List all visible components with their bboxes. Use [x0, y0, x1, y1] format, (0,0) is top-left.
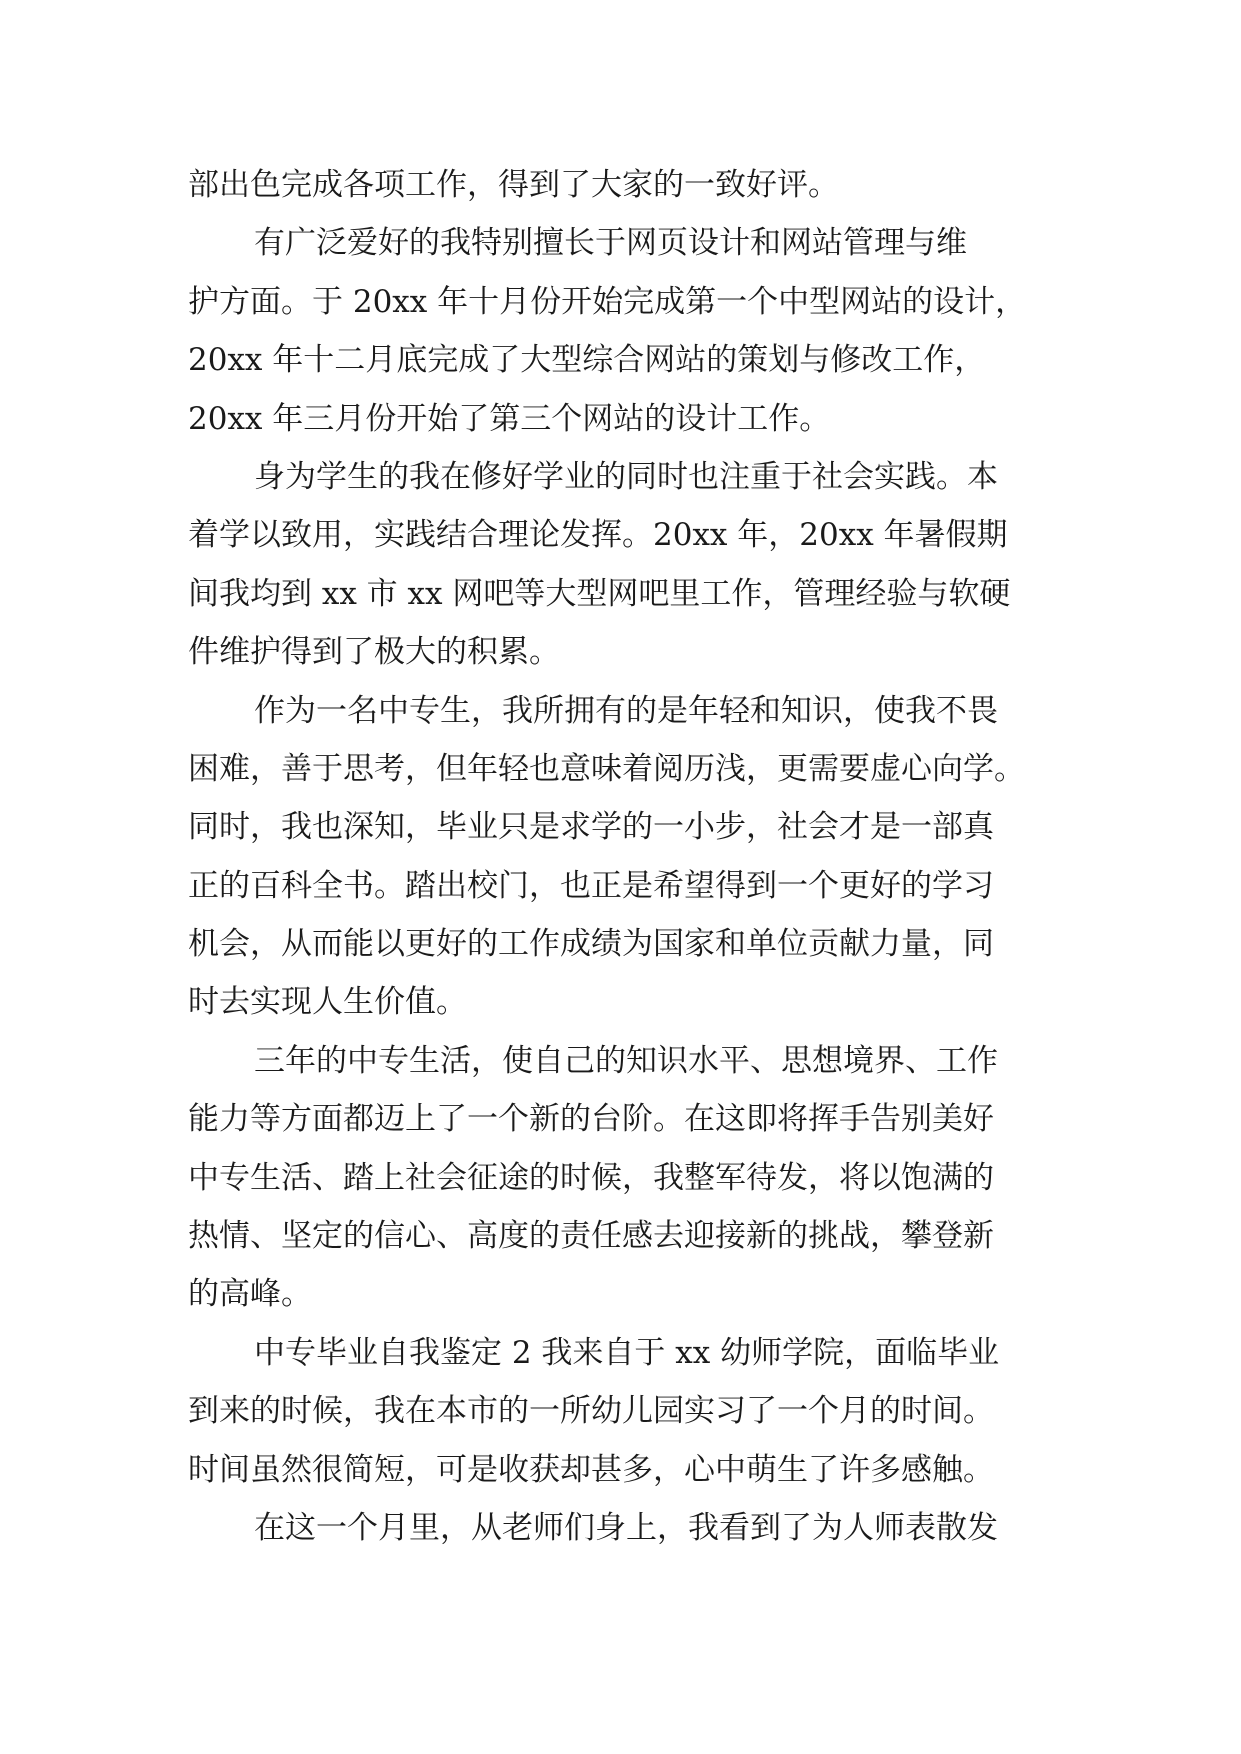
text-line: 护方面。于 20xx 年十月份开始完成第一个中型网站的设计， — [188, 283, 1027, 320]
text-line: 的高峰。 — [188, 1276, 312, 1313]
text-line: 间我均到 xx 市 xx 网吧等大型网吧里工作，管理经验与软硬 — [188, 575, 1011, 612]
text-line: 20xx 年三月份开始了第三个网站的设计工作。 — [188, 400, 831, 437]
text-line: 时间虽然很简短，可是收获却甚多，心中萌生了许多感触。 — [188, 1451, 994, 1488]
text-line: 能力等方面都迈上了一个新的台阶。在这即将挥手告别美好 — [188, 1101, 994, 1138]
text-line: 机会，从而能以更好的工作成绩为国家和单位贡献力量，同 — [188, 926, 994, 963]
text-line: 着学以致用，实践结合理论发挥。20xx 年，20xx 年暑假期 — [188, 517, 1008, 554]
text-line: 正的百科全书。踏出校门，也正是希望得到一个更好的学习 — [188, 867, 994, 904]
text-line: 热情、坚定的信心、高度的责任感去迎接新的挑战，攀登新 — [188, 1218, 994, 1255]
text-line: 部出色完成各项工作，得到了大家的一致好评。 — [188, 167, 839, 203]
text-line: 在这一个月里，从老师们身上，我看到了为人师表散发 — [254, 1509, 998, 1546]
text-line: 中专毕业自我鉴定 2 我来自于 xx 幼师学院，面临毕业 — [254, 1334, 1000, 1371]
text-line: 时去实现人生价值。 — [188, 984, 467, 1021]
text-line: 同时，我也深知，毕业只是求学的一小步，社会才是一部真 — [188, 809, 994, 846]
text-line: 作为一名中专生，我所拥有的是年轻和知识，使我不畏 — [254, 692, 998, 729]
text-line: 件维护得到了极大的积累。 — [188, 634, 560, 671]
text-line: 三年的中专生活，使自己的知识水平、思想境界、工作 — [254, 1042, 998, 1079]
text-line: 中专生活、踏上社会征途的时候，我整军待发，将以饱满的 — [188, 1159, 994, 1196]
text-line: 困难，善于思考，但年轻也意味着阅历浅，更需要虚心向学。 — [188, 750, 1025, 787]
text-line: 到来的时候，我在本市的一所幼儿园实习了一个月的时间。 — [188, 1393, 994, 1430]
document-body — [188, 156, 1058, 1557]
text-line: 身为学生的我在修好学业的同时也注重于社会实践。本 — [254, 458, 998, 495]
text-line: 有广泛爱好的我特别擅长于网页设计和网站管理与维 — [254, 225, 967, 262]
text-line: 20xx 年十二月底完成了大型综合网站的策划与修改工作， — [188, 342, 986, 379]
